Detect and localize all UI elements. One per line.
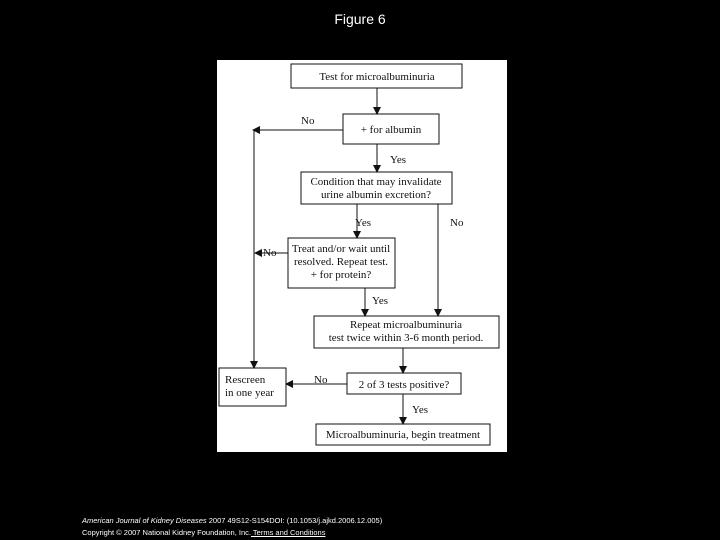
box-treat-text-3: + for protein?: [310, 269, 372, 281]
citation-text: 2007 49S12-S154DOI: (10.1053/j.ajkd.2006.12.005): [206, 516, 383, 525]
label-yes-albumin: Yes: [390, 154, 407, 166]
copyright-line: [82, 528, 325, 537]
box-test-text: Test for microalbuminuria: [319, 71, 435, 83]
journal-name: American Journal of Kidney Diseases: [82, 516, 207, 525]
box-treat-text-1: Treat and/or wait until: [291, 243, 391, 255]
label-no-positive: No: [314, 374, 328, 386]
terms-and-conditions-link[interactable]: Terms and Conditions: [250, 528, 326, 537]
box-treatment-text: Microalbuminuria, begin treatment: [325, 429, 481, 441]
flowchart-figure: [217, 60, 507, 452]
copyright-text: Copyright © 2007 National Kidney Foundation, Inc.: [82, 528, 251, 537]
label-yes-treat: Yes: [372, 295, 389, 307]
box-repeat-text-1: Repeat microalbuminuria: [349, 319, 463, 331]
slide-title: Figure 6: [334, 11, 386, 27]
citation-line: [82, 516, 382, 525]
box-repeat-text-2: test twice within 3-6 month period.: [328, 332, 484, 344]
label-no-albumin: No: [301, 115, 315, 127]
box-condition-text-2: urine albumin excretion?: [321, 189, 431, 201]
box-rescreen-text-2: in one year: [225, 387, 274, 399]
box-albumin-text: + for albumin: [360, 124, 422, 136]
flowchart-svg: [217, 60, 507, 452]
label-yes-condition: Yes: [355, 217, 372, 229]
label-no-condition: No: [450, 217, 464, 229]
box-condition-text-1: Condition that may invalidate: [310, 176, 442, 188]
box-rescreen-text-1: Rescreen: [225, 374, 266, 386]
box-positive-text: 2 of 3 tests positive?: [358, 379, 450, 391]
box-treat-text-2: resolved. Repeat test.: [293, 256, 389, 268]
label-yes-positive: Yes: [412, 404, 429, 416]
label-no-treat: No: [263, 247, 277, 259]
